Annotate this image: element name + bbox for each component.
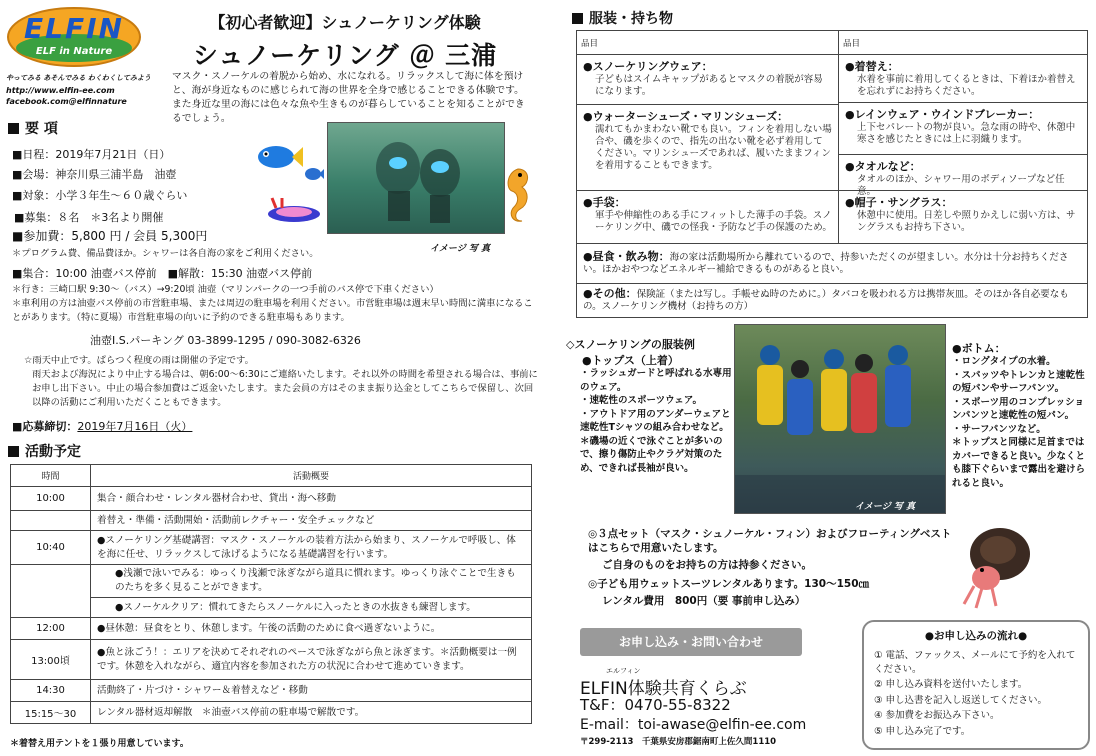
- schedule-row: [11, 640, 532, 680]
- deadline-row: [12, 418, 192, 434]
- schedule-time: [11, 598, 91, 618]
- overview-photo-caption: イメージ 写 真: [430, 244, 490, 254]
- gear-item: [839, 191, 1087, 243]
- facebook-link[interactable]: facebook.com@elfinnature: [6, 97, 127, 106]
- gear-item-title: ●スノーケリングウェア：: [583, 60, 713, 73]
- list-item: ・サーフパンツなど。: [952, 423, 1046, 435]
- gear-item-body: 保険証（または写し。手帳せぬ時のために。）タバコを吸われる方は携帯灰皿。そのほか各自必要なもの。スノーケリング機材（お持ちの方）: [583, 289, 1069, 312]
- contact-ruby: エルフィン: [606, 667, 641, 675]
- gear-item-title: ●帽子・サングラス：: [845, 196, 953, 209]
- flow-box: [862, 620, 1090, 750]
- schedule-desc: ●スノーケリング基礎講習：マスク・スノーケルの装着方法から始まり、スノーケルで呼吸し、体を海に任せ、リラックスして泳げるようになる基礎講習を行います。: [91, 531, 532, 565]
- gear-col-left: 品目: [577, 31, 839, 55]
- contact-email[interactable]: E-mail：toi-awase@elfin-ee.com: [580, 717, 807, 733]
- gear-item-title: ●着替え：: [845, 60, 899, 73]
- schedule-time: [11, 511, 91, 531]
- schedule-row: [11, 565, 532, 598]
- parking-note: ＊車利用の方は油壺バス停前の市営駐車場、または周辺の駐車場を利用ください。市営駐車場は週末早い時間に満車になることがあります。（特に夏場）市営駐車場の向いに予約のできる駐車場もあります。: [12, 298, 533, 323]
- seahorse-icon: [500, 165, 536, 225]
- schedule-row: [11, 618, 532, 640]
- header-kicker: 【初心者歓迎】シュノーケリング体験: [209, 13, 481, 32]
- deadline-date: 2019年7月16日（火）: [77, 420, 193, 433]
- gear-item-title: ●ウォーターシューズ・マリンシューズ：: [583, 110, 789, 123]
- deadline-label: ■応募締切：: [12, 420, 78, 433]
- website-link[interactable]: http://www.elfin-ee.com: [6, 86, 115, 95]
- contact-address: 〒299-2113 千葉県安房郡鋸南町上佐久間1110: [580, 737, 777, 747]
- gear-item: [577, 105, 838, 191]
- gear-item: [577, 244, 1088, 284]
- underwater-photo: [327, 122, 505, 234]
- schedule-desc: ●浅瀬で泳いでみる：ゆっくり浅瀬で泳ぎながら道具に慣れます。ゆっくり泳ぐことで生きものたちを多く見ることができます。: [91, 565, 532, 598]
- logo-tagline: やってみる あそんでみる わくわくしてみよう: [6, 74, 151, 82]
- gear-item-body: 海の家は活動場所から離れているので、持参いただくのが望ましい。水分は十分お持ちください。ほかおやつなどエネルギー補給できるものがあると良い。: [583, 252, 1069, 275]
- fee-note: ＊プログラム費、備品費ほか。シャワーは各自海の家をご利用ください。: [12, 248, 319, 259]
- overview-venue: ■会場：神奈川県三浦半島 油壺: [12, 168, 177, 181]
- schedule-desc: 集合・顔合わせ・レンタル器材合わせ、貸出・海へ移動: [91, 487, 532, 511]
- bottoms-title: ●ボトム：: [952, 342, 1006, 355]
- gear-col-right: 品目: [839, 31, 1088, 55]
- gear-item-title: ●タオルなど：: [845, 160, 921, 173]
- overview-date: ■日程：2019年7月21日（日）: [12, 148, 171, 161]
- bottoms-list: [952, 355, 1090, 490]
- schedule-row: [11, 531, 532, 565]
- schedule-heading: 活動予定: [8, 441, 81, 461]
- intro-text: マスク・スノーケルの着脱から始め、水になれる。リラックスして海に体を預けと、海が身近なものに感じられて海の世界を全身で感じることできる体験です。また身近な里の海には色々な魚や生きものが暮らしていることを知ることができるでしょう。: [172, 71, 525, 124]
- rain-note: ☆雨天中止です。ぱらつく程度の雨は開催の予定です。: [24, 355, 254, 366]
- list-item: ・速乾性のスポーツウェア。: [580, 395, 702, 406]
- gear-item-body: 濡れてもかまわない靴でも良い。フィンを着用しない場合や、磯を歩くので、指先の出ない靴を必ず着用してください。マリンシューズであれば、履いたままフィンを着用することもできます。: [595, 124, 832, 171]
- list-item: ・スパッツやトレンカと速乾性の短パンやサーフパンツ。: [952, 369, 1085, 394]
- overview-fee: ■参加費：5,800 円 / 会員 5,300円: [12, 229, 208, 243]
- rental-set-line1: ◎３点セット（マスク・シュノーケル・フィン）およびフローティングベストはこちらで用意いたします。: [588, 528, 952, 554]
- schedule-desc: ●スノーケルクリア：慣れてきたらスノーケルに入ったときの水抜きも練習します。: [91, 598, 532, 618]
- schedule-time: [11, 565, 91, 598]
- gear-item-title: ●手袋：: [583, 196, 626, 209]
- logo-brand: ELFIN: [24, 12, 124, 45]
- schedule-desc: レンタル器材返却解散 ＊油壺バス停前の駐車場で解散です。: [91, 702, 532, 724]
- gear-item-body: 水着を事前に着用してくるときは、下着ほか着替えを忘れずにお持ちください。: [857, 74, 1076, 97]
- schedule-time: 10:00: [11, 487, 91, 511]
- elfin-logo[interactable]: [6, 6, 142, 68]
- schedule-table: [10, 464, 532, 724]
- schedule-row: [11, 680, 532, 702]
- flow-step: ⑤ 申し込み完了です。: [874, 725, 971, 737]
- schedule-row: [11, 598, 532, 618]
- kids-in-wetsuits-illustration-icon: [735, 325, 946, 514]
- schedule-desc: 活動終了・片づけ・シャワー＆着替えなど・移動: [91, 680, 532, 702]
- schedule-row: [11, 487, 532, 511]
- logo-sub: ELF in Nature: [35, 46, 113, 57]
- schedule-time: 12:00: [11, 618, 91, 640]
- contact-button[interactable]: お申し込み・お問い合わせ: [580, 628, 802, 656]
- access-note: ＊行き：三崎口駅 9:30～（バス）→9:20頃 油壺（マリンパークの一つ手前のバス停で下車ください）: [12, 284, 439, 295]
- schedule-desc: 着替え・準備・活動開始・活動前レクチャー・安全チェックなど: [91, 511, 532, 531]
- small-fish-icon: [304, 166, 324, 182]
- overview-heading: 要 項: [8, 118, 58, 138]
- gear-item-body: タオルのほか、シャワー用のボディソープなど任意。: [857, 174, 1065, 197]
- gear-item-title: ●その他：: [583, 287, 637, 300]
- gear-item-body: 子どもはスイムキャップがあるとマスクの着脱が容易になります。: [595, 74, 823, 97]
- list-note: ＊トップスと同様に足首までは カバーできると良い。少なくとも膝下ぐらいまで露出を避けられると良い。: [952, 437, 1086, 489]
- rain-detail: 雨天および海況により中止する場合は、朝6:00～6:30にご連絡いたします。それ以外の時間を希望される場合は、事前にお申し出下さい。中止の場合参加費はご返金いたします。また会員の方はそのまま振り込金としてこちらで保留し、次回以降の活動にご利用いただくこともできます。: [32, 369, 538, 408]
- schedule-desc: ●昼休憩：昼食をとり、休憩します。午後の活動のために食べ過ぎないように。: [91, 618, 532, 640]
- kids-photo-caption: イメージ 写 真: [855, 502, 915, 512]
- schedule-time: 14:30: [11, 680, 91, 702]
- schedule-desc: ●魚と泳ごう！：エリアを決めてそれぞれのペースで泳ぎながら魚と泳ぎます。＊活動概要は一例です。休憩を入れながら、適宜内容を参加された方の状況に合わせて進めていきます。: [91, 640, 532, 680]
- clothing-heading: ◇スノーケリングの服装例: [566, 338, 695, 351]
- schedule-row: [11, 511, 532, 531]
- parking-contact: 油壺I.S.パーキング 03-3899-1295 / 090-3082-6326: [90, 334, 361, 347]
- gear-item-body: 休憩中に使用。日差しや照りかえしに弱い方は、サングラスもお持ち下さい。: [857, 210, 1076, 233]
- list-note: ＊磯場の近くで泳ぐことが多いので、擦り傷防止やクラゲ対策のため、できれば長袖が良い。: [580, 435, 723, 474]
- list-item: ・ラッシュガードと呼ばれる水専用のウェア。: [580, 368, 732, 393]
- hermit-crab-icon: [960, 520, 1036, 610]
- gear-item: [839, 55, 1087, 103]
- sea-slug-icon: [266, 196, 322, 224]
- blue-fish-icon: [256, 143, 304, 171]
- contact-tel: T&F：0470-55-8322: [580, 696, 731, 714]
- schedule-time: 10:40: [11, 531, 91, 565]
- schedule-col-time: 時間: [11, 465, 91, 487]
- tops-title: ●トップス（上着）: [582, 354, 679, 367]
- schedule-col-desc: 活動概要: [91, 465, 532, 487]
- rental-suit-line1: ◎子ども用ウェットスーツレンタルあります。130～150㎝: [588, 578, 870, 590]
- contact-name: ELFIN体験共育くらぶ: [580, 679, 747, 699]
- schedule-time: 13:00頃: [11, 640, 91, 680]
- gear-table: [576, 30, 1088, 318]
- overview-capacity: ■募集：８名 ＊3名より開催: [14, 211, 164, 224]
- flow-step: ② 申し込み資料を送付いたします。: [874, 679, 1028, 690]
- gear-item: [839, 103, 1087, 155]
- flow-step: ① 電話、ファックス、メールにて予約を入れてください。: [874, 650, 1076, 675]
- kids-photo: [734, 324, 946, 514]
- list-item: ・ロングタイプの水着。: [952, 356, 1056, 367]
- list-item: ・アウトドア用のアンダーウェアと速乾性Tシャツの組み合わせなど。: [580, 408, 731, 433]
- gear-item-title: ●レインウェア・ウインドブレーカー：: [845, 108, 1040, 121]
- flow-step: ③ 申し込書を記入し返送してください。: [874, 694, 1048, 706]
- schedule-note: ＊着替え用テントを１張り用意しています。: [10, 739, 189, 749]
- schedule-time: 15:15～30: [11, 702, 91, 724]
- schedule-row: [11, 702, 532, 724]
- gear-item-body: 上下セパレートの物が良い。急な雨の時や、休憩中寒さを感じたときには上に羽織ります。: [857, 122, 1076, 145]
- flow-title: ●お申し込みの流れ●: [924, 630, 1028, 642]
- gear-heading: 服装・持ち物: [572, 8, 673, 28]
- gear-item-body: 軍手や伸縮性のある手にフィットした薄手の手袋。スノーケリング中、磯での怪我・予防など手の保護のため。: [595, 210, 832, 233]
- gear-item: [577, 55, 838, 105]
- gear-item: [839, 155, 1087, 197]
- gear-item-title: ●昼食・飲み物：: [583, 250, 670, 263]
- gear-item: [577, 284, 1088, 318]
- gear-item: [577, 191, 838, 243]
- page-title: シュノーケリング ＠ 三浦: [192, 41, 498, 70]
- rental-suit-line2: レンタル費用 800円（要 事前申し込み）: [602, 595, 806, 607]
- flow-step: ④ 参加費をお振込み下さい。: [874, 710, 1000, 721]
- snorkeler-illustration-icon: [328, 123, 505, 234]
- overview-meet: ■集合：10:00 油壺バス停前 ■解散：15:30 油壺バス停前: [12, 267, 313, 280]
- rental-set-line2: ご自身のものをお持ちの方は持参ください。: [602, 559, 812, 571]
- tops-list: [580, 367, 740, 475]
- overview-target: ■対象：小学３年生～６０歳ぐらい: [12, 189, 188, 202]
- list-item: ・スポーツ用のコンプレッションパンツと速乾性の短パン。: [952, 396, 1084, 421]
